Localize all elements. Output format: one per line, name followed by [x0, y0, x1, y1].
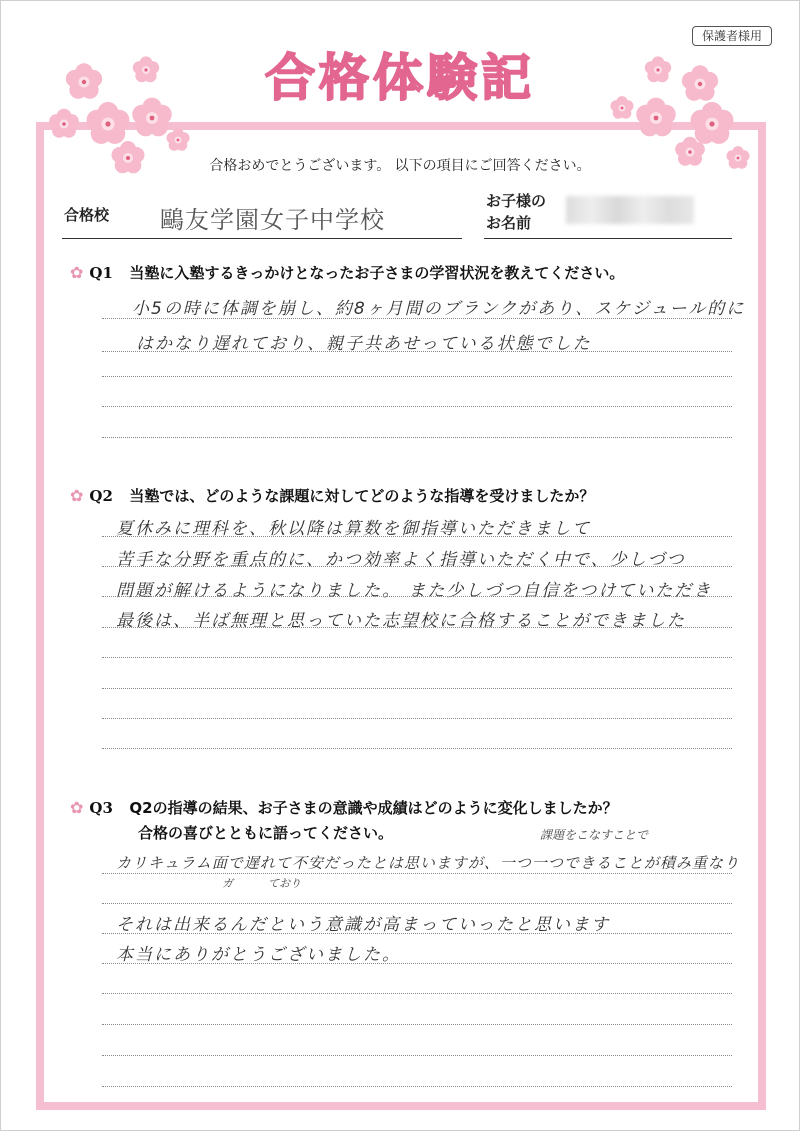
school-underline — [62, 238, 462, 239]
name-underline — [484, 238, 732, 239]
answer-rule — [102, 596, 732, 597]
q3-answer-line: カリキュラム面で遅れて不安だったとは思いますが、一つ一つできることが積み重なり — [116, 854, 740, 872]
q1-answer-line: はかなり遅れており、親子共あせっている状態でした — [136, 334, 592, 354]
q3-annotation: ガ — [222, 877, 233, 890]
answer-rule — [102, 993, 732, 994]
answer-rule — [102, 657, 732, 658]
question-text: 当塾では、どのような課題に対してどのような指導を受けましたか？ — [129, 487, 595, 505]
school-value: 鷗友学園女子中学校 — [160, 206, 385, 234]
question-text-line2: 合格の喜びとともに語ってください。 — [138, 824, 394, 842]
answer-rule — [102, 406, 732, 407]
name-label-line1: お子様の — [486, 192, 547, 210]
question-number: Q2 — [89, 487, 113, 505]
answer-rule — [102, 718, 732, 719]
answer-rule — [102, 933, 732, 934]
answer-rule — [102, 536, 732, 537]
answer-rule — [102, 748, 732, 749]
answer-rule — [102, 903, 732, 904]
q2-answer-line: 苦手な分野を重点的に、かつ効率よく指導いただく中で、少しづつ — [116, 550, 686, 570]
q2-answer-line: 夏休みに理科を、秋以降は算数を御指導いただきまして — [116, 519, 591, 539]
answer-rule — [102, 1086, 732, 1087]
answer-rule — [102, 376, 732, 377]
page-title: 合格体験記 — [265, 48, 535, 107]
q2-answer-line: 問題が解けるようになりました。 また少しづつ自信をつけていただき — [116, 581, 713, 601]
question-text: Q2の指導の結果、お子さまの意識や成績はどのように変化しましたか？ — [129, 799, 618, 817]
answer-rule — [102, 688, 732, 689]
answer-rule — [102, 437, 732, 438]
parent-use-badge: 保護者様用 — [692, 26, 772, 46]
q2-answer-line: 最後は、半ば無理と思っていた志望校に合格することができました — [116, 611, 686, 631]
answer-rule — [102, 351, 732, 352]
question-1 — [70, 262, 624, 283]
q1-answer-line: 小5の時に体調を崩し、約8ヶ月間のブランクがあり、スケジュール的に — [132, 299, 746, 319]
flower-bullet-icon: ✿ — [70, 798, 84, 817]
answer-rule — [102, 1024, 732, 1025]
question-3 — [70, 797, 618, 843]
answer-rule — [102, 627, 732, 628]
question-number: Q3 — [89, 799, 113, 817]
q3-answer-line: それは出来るんだという意識が高まっていったと思います — [116, 915, 610, 935]
answer-rule — [102, 318, 732, 319]
name-label-line2: お名前 — [486, 214, 532, 232]
school-label: 合格校 — [64, 206, 110, 224]
answer-rule — [102, 963, 732, 964]
answer-rule — [102, 1055, 732, 1056]
answer-rule — [102, 566, 732, 567]
flower-bullet-icon: ✿ — [70, 263, 84, 282]
intro-text: 合格おめでとうございます。 以下の項目にご回答ください。 — [209, 158, 591, 174]
q3-annotation: 課題をこなすことで — [540, 828, 649, 842]
question-2 — [70, 485, 594, 506]
question-number: Q1 — [89, 264, 113, 282]
q3-annotation: ており — [268, 877, 301, 890]
answer-rule — [102, 873, 732, 874]
redacted-name — [566, 196, 694, 224]
q3-answer-line: 本当にありがとうございました。 — [116, 945, 401, 965]
question-text: 当塾に入塾するきっかけとなったお子さまの学習状況を教えてください。 — [129, 264, 625, 282]
flower-bullet-icon: ✿ — [70, 486, 84, 505]
